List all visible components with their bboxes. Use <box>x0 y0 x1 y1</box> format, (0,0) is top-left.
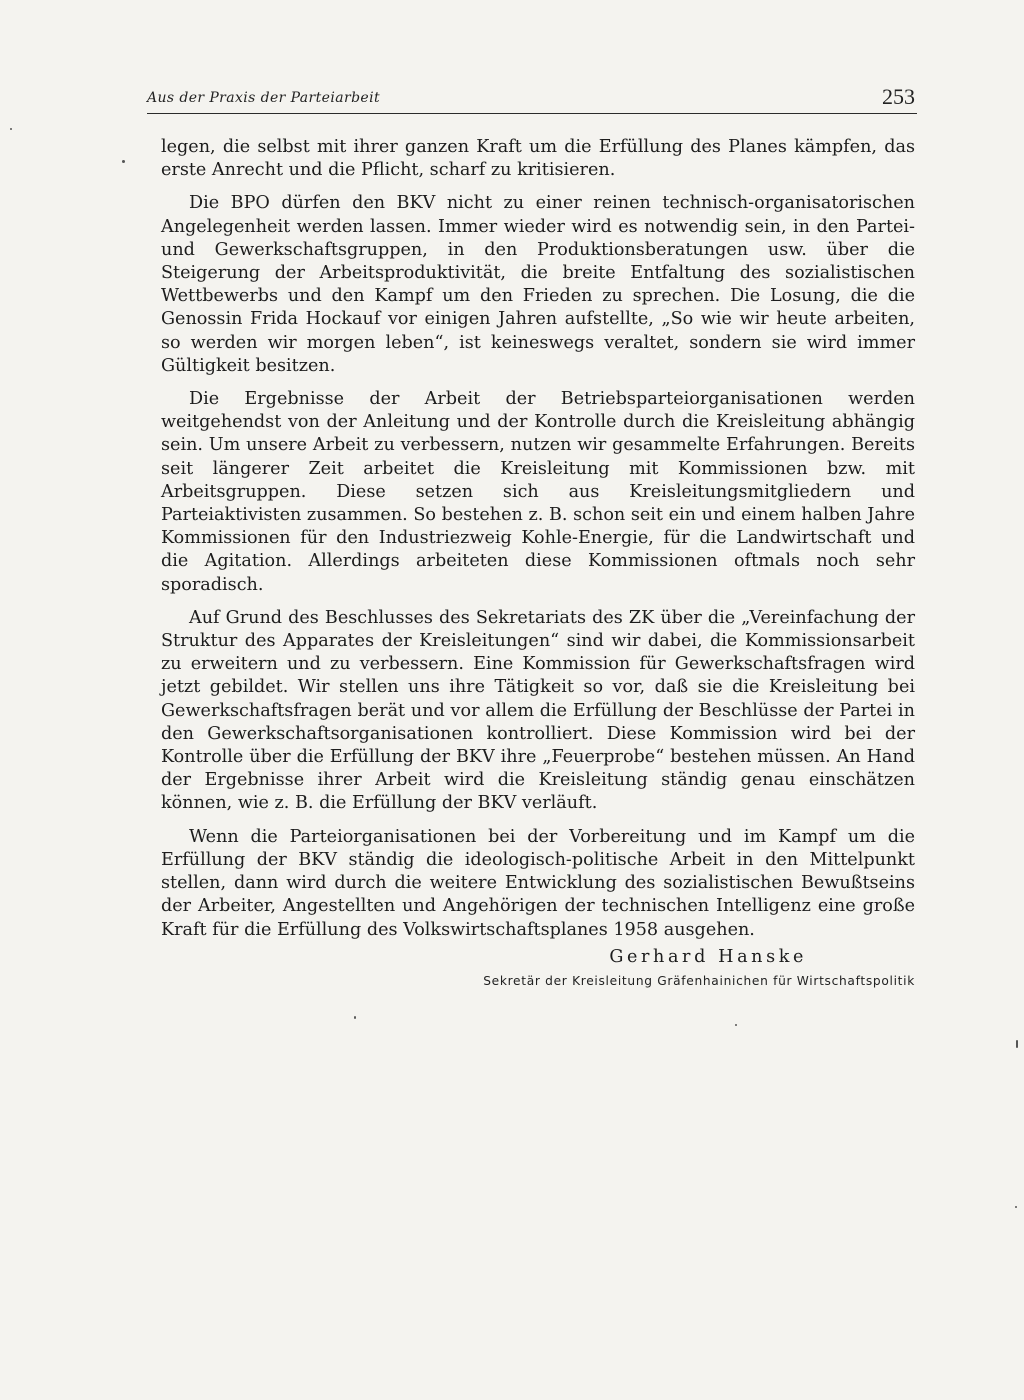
article-body <box>161 136 915 952</box>
scan-speck <box>1016 1040 1018 1048</box>
scan-speck <box>10 128 12 130</box>
paragraph-4: Auf Grund des Beschlusses des Sekretariats des ZK über die „Vereinfachung der Struktur des Apparates der Kreisleitungen“ sind wir dabei, die Kommissionsarbeit zu erweitern und zu verbessern. Eine Kommission für Gewerkschaftsfragen wird jetzt gebildet. Wir stellen uns ihre Tätigkeit so vor, daß sie die Kreisleitung bei Gewerkschaftsfragen berät und vor allem die Erfüllung der Beschlüsse der Partei in den Gewerkschaftsorganisationen kontrolliert. Diese Kommission wird bei der Kontrolle über die Erfüllung der BKV ihre „Feuerprobe“ bestehen müssen. An Hand der Ergebnisse ihrer Arbeit wird die Kreisleitung ständig genau einschätzen können, wie z. B. die Erfüllung der BKV verläuft. <box>161 607 915 814</box>
scan-speck <box>1015 1206 1017 1208</box>
page-number: 253 <box>882 84 915 109</box>
scan-speck <box>354 1016 356 1019</box>
running-title: Aus der Praxis der Parteiarbeit <box>147 90 381 106</box>
scan-speck <box>122 160 125 163</box>
paragraph-1: legen, die selbst mit ihrer ganzen Kraft um die Erfüllung des Planes kämpfen, das erste Anrecht und die Pflicht, scharf zu kritisieren. <box>161 137 915 181</box>
author-role: Sekretär der Kreisleitung Gräfenhainichen für Wirtschaftspolitik <box>483 974 915 988</box>
header-rule <box>147 113 917 114</box>
running-head <box>147 84 917 112</box>
paragraph-3: Die Ergebnisse der Arbeit der Betriebsparteiorganisationen werden weitgehendst von der Anleitung und der Kontrolle durch die Kreisleitung abhängig sein. Um unsere Arbeit zu verbessern, nutzen wir gesammelte Erfahrungen. Bereits seit längerer Zeit arbeitet die Kreisleitung mit Kommissionen bzw. mit Arbeitsgruppen. Diese setzen sich aus Kreisleitungsmitgliedern und Parteiaktivisten zusammen. So bestehen z. B. schon seit ein und einem halben Jahre Kommissionen für den Industriezweig Kohle-Energie, für die Landwirtschaft und die Agitation. Allerdings arbeiteten diese Kommissionen oftmals noch sehr sporadisch. <box>161 389 915 595</box>
paragraph-5: Wenn die Parteiorganisationen bei der Vorbereitung und im Kampf um die Erfüllung der BKV ständig die ideologisch-politische Arbeit in den Mittelpunkt stellen, dann wird durch die weitere Entwicklung des sozialistischen Bewußtseins der Arbeiter, Angestellten und Angehörigen der technischen Intelligenz eine große Kraft für die Erfüllung des Volkswirtschaftsplanes 1958 ausgehen. <box>161 826 915 940</box>
signature-block <box>161 944 915 990</box>
paragraph-2: Die BPO dürfen den BKV nicht zu einer reinen technisch-organisatorischen Angelegenheit werden lassen. Immer wieder wird es notwendig sein, in den Partei- und Gewerkschaftsgruppen, in den Produktionsberatungen usw. über die Steigerung der Arbeitsproduktivität, die breite Entfaltung des sozialistischen Wettbewerbs und den Kampf um den Frieden zu sprechen. Die Losung, die die Genossin Frida Hockauf vor einigen Jahren aufstellte, „So wie wir heute arbeiten, so werden wir morgen leben“, ist keineswegs veraltet, sondern sie wird immer Gültigkeit besitzen. <box>161 193 915 376</box>
scan-speck <box>735 1024 737 1026</box>
author-name: Gerhard Hanske <box>609 947 807 967</box>
